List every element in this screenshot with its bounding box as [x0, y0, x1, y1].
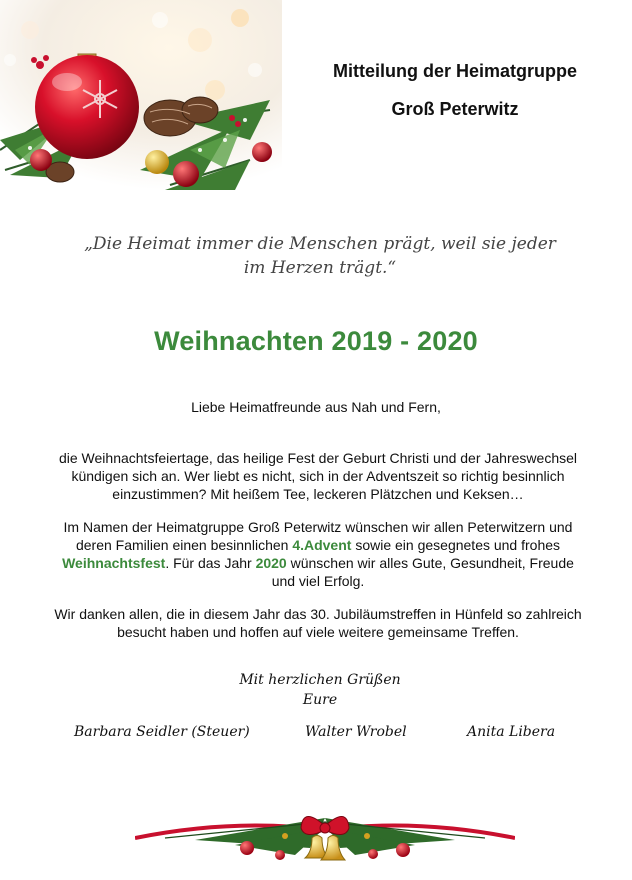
motto-quote: [40, 232, 600, 280]
closing-line1: Mit herzlichen Grüßen: [239, 672, 401, 688]
quote-line2: im Herzen trägt.“: [243, 258, 397, 278]
text-run: sowie ein gesegnetes und frohes: [351, 537, 561, 553]
paragraph-line: besucht haben und hoffen auf viele weitere gemeinsame Treffen.: [117, 624, 519, 640]
text-run: wünschen wir alles Gute, Gesundheit, Freude: [286, 555, 574, 571]
greeting: Liebe Heimatfreunde aus Nah und Fern,: [191, 399, 441, 415]
highlight-advent: 4.Advent: [292, 537, 352, 553]
paragraph-line: Wir danken allen, die in diesem Jahr das 30. Jubiläumstreffen in Hünfeld so zahlreich: [54, 606, 582, 622]
closing-line2: Eure: [302, 692, 338, 708]
paragraph-thanks: [28, 605, 608, 641]
text-run: deren Familien einen besinnlichen: [75, 537, 293, 553]
highlight-year: 2020: [255, 555, 287, 571]
paragraph-line: die Weihnachtsfeiertage, das heilige Fest der Geburt Christi und der Jahreswechsel: [58, 450, 577, 466]
christmas-ornament-image: [0, 0, 282, 190]
closing: [160, 670, 480, 710]
paragraph-line: einzustimmen? Mit heißem Tee, leckeren Plätzchen und Keksen…: [112, 486, 524, 502]
text-run: . Für das Jahr: [165, 555, 256, 571]
header-title-line1: Mitteilung der Heimatgruppe: [332, 61, 577, 81]
signature-barbara: Barbara Seidler (Steuer): [74, 724, 250, 740]
paragraph-intro: [28, 449, 608, 503]
paragraph-line: kündigen sich an. Wer liebt es nicht, sich in der Adventszeit so richtig besinnlich: [71, 468, 565, 484]
quote-line1: „Die Heimat immer die Menschen prägt, weil sie jeder: [84, 234, 556, 254]
paragraph-line: [28, 536, 608, 554]
paragraph-line: [28, 554, 608, 572]
header-title: [290, 52, 620, 128]
main-title: Weihnachten 2019 - 2020: [154, 326, 478, 356]
paragraph-wishes: [28, 518, 608, 590]
highlight-weihnachtsfest: Weihnachtsfest: [62, 555, 166, 571]
signature-walter: Walter Wrobel: [305, 724, 407, 740]
header-title-line2: Groß Peterwitz: [391, 99, 519, 119]
christmas-garland-image: [135, 800, 515, 872]
paragraph-line: und viel Erfolg.: [271, 573, 365, 589]
signature-anita: Anita Libera: [467, 724, 556, 740]
paragraph-line: Im Namen der Heimatgruppe Groß Peterwitz wünschen wir allen Peterwitzern und: [63, 519, 573, 535]
